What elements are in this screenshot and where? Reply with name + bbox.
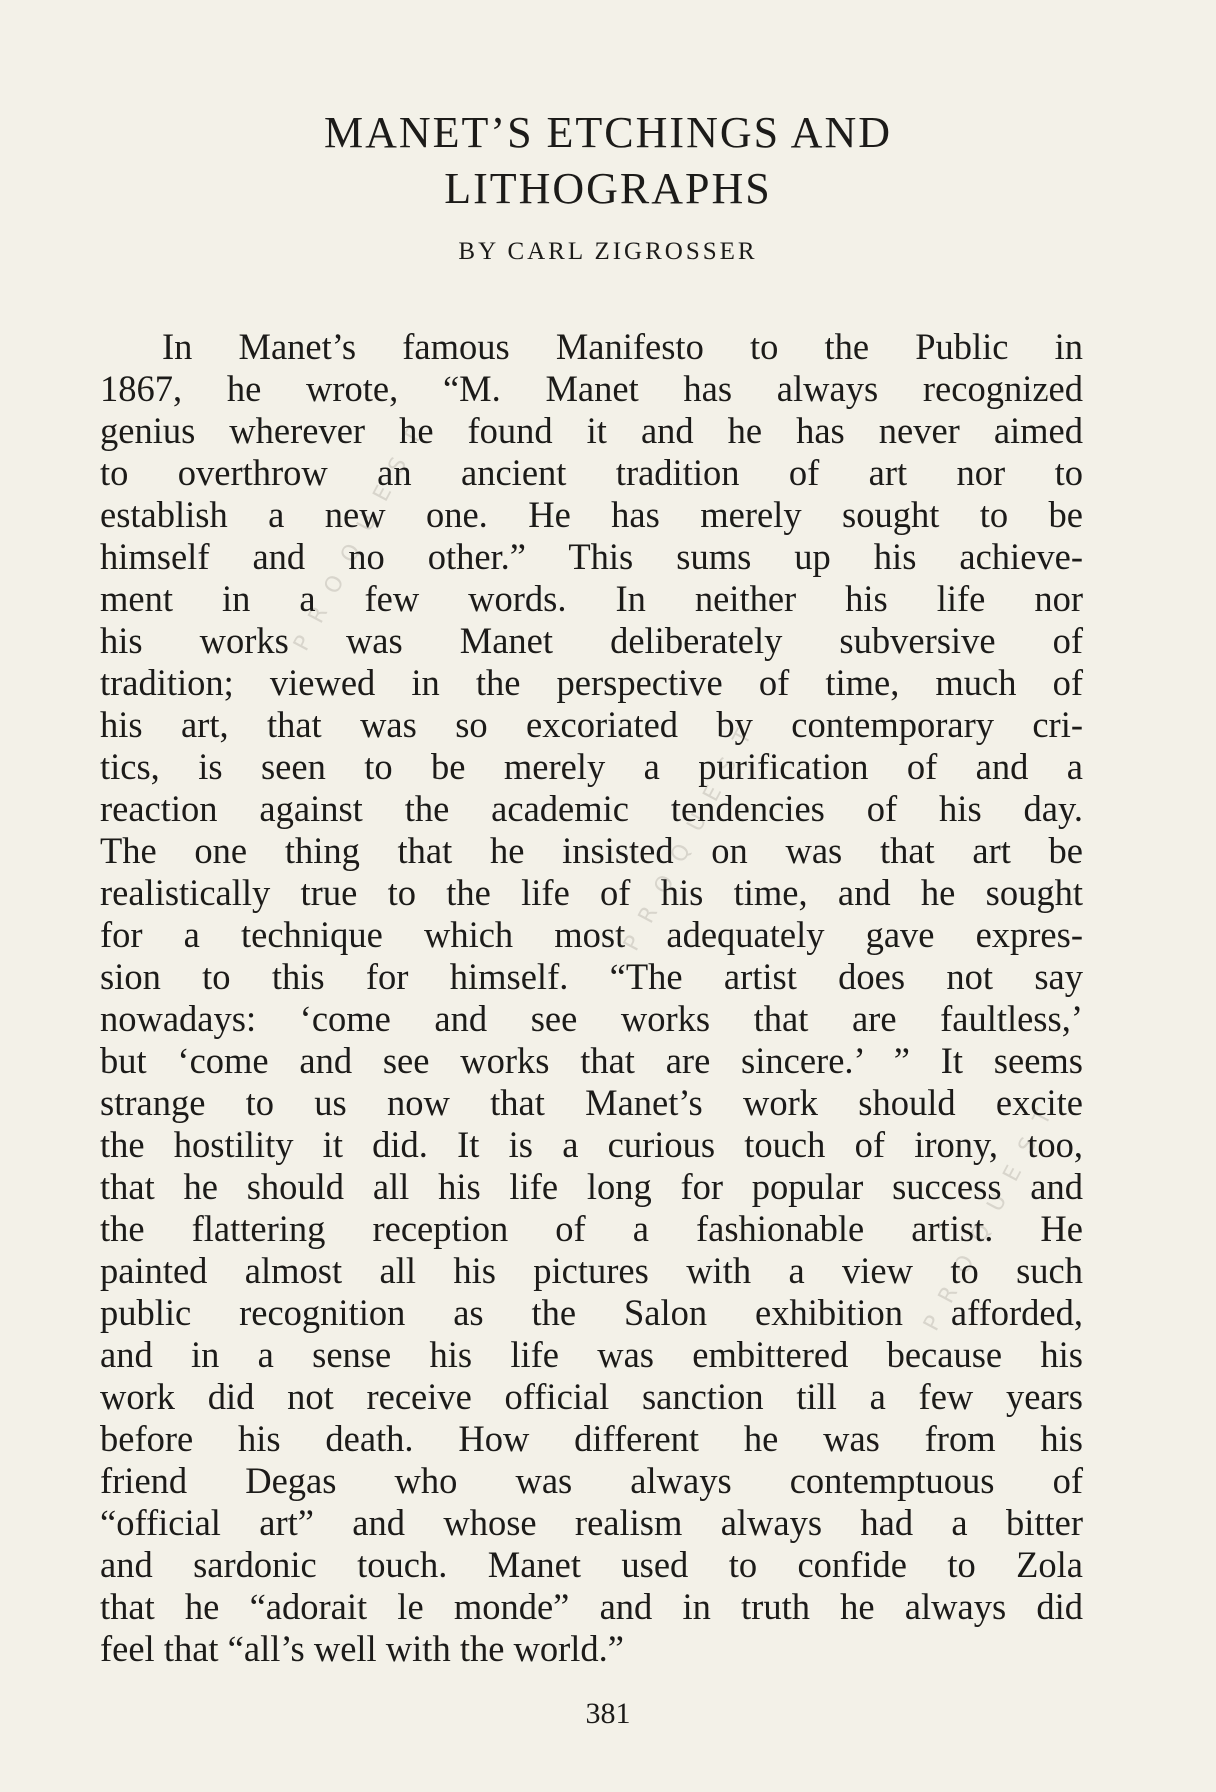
body-line: his works was Manet deliberately subversive of — [100, 620, 1083, 661]
body-line: to overthrow an ancient tradition of art nor to — [100, 452, 1083, 493]
page-number: 381 — [585, 1697, 631, 1730]
body-line: feel that “all’s well with the world.” — [100, 1628, 625, 1669]
body-line: the hostility it did. It is a curious touch of irony, too, — [100, 1124, 1083, 1165]
body-line: for a technique which most adequately gave expres- — [100, 914, 1083, 955]
body-line: genius wherever he found it and he has never aimed — [100, 410, 1083, 451]
body-line: In Manet’s famous Manifesto to the Public in — [162, 326, 1083, 367]
body-line: and in a sense his life was embittered because his — [100, 1334, 1083, 1375]
body-line: tradition; viewed in the perspective of time, much of — [100, 662, 1083, 703]
body-line: painted almost all his pictures with a view to such — [100, 1250, 1083, 1291]
body-line: reaction against the academic tendencies of his day. — [100, 788, 1083, 829]
article-title-line-2: LITHOGRAPHS — [444, 164, 772, 213]
body-line: the flattering reception of a fashionable artist. He — [100, 1208, 1083, 1249]
body-line: “official art” and whose realism always had a bitter — [100, 1502, 1083, 1543]
body-line: tics, is seen to be merely a purification of and a — [100, 746, 1083, 787]
body-line: his art, that was so excoriated by contemporary cri- — [100, 704, 1083, 745]
body-line: 1867, he wrote, “M. Manet has always recognized — [100, 368, 1083, 409]
body-line: public recognition as the Salon exhibition afforded, — [100, 1292, 1083, 1333]
body-line: and sardonic touch. Manet used to confide to Zola — [100, 1544, 1083, 1585]
byline: BY CARL ZIGROSSER — [458, 238, 758, 265]
body-line: that he should all his life long for popular success and — [100, 1166, 1083, 1207]
watermark-text: PROQUEST — [619, 709, 766, 956]
body-line: The one thing that he insisted on was that art be — [100, 830, 1083, 871]
article-title-line-1: MANET’S ETCHINGS AND — [324, 108, 892, 157]
body-line: strange to us now that Manet’s work should excite — [100, 1082, 1083, 1123]
watermark-text: PROQUEST — [919, 1089, 1066, 1336]
body-line: but ‘come and see works that are sincere.’ ” It seems — [100, 1040, 1083, 1081]
watermark-text: PROQUEST — [289, 409, 436, 656]
body-line: work did not receive official sanction till a few years — [100, 1376, 1083, 1417]
body-line: friend Degas who was always contemptuous of — [100, 1460, 1083, 1501]
body-line: that he “adorait le monde” and in truth he always did — [100, 1586, 1083, 1627]
body-line: sion to this for himself. “The artist does not say — [100, 956, 1083, 997]
body-line: before his death. How different he was from his — [100, 1418, 1083, 1459]
body-line: nowadays: ‘come and see works that are faultless,’ — [100, 998, 1083, 1039]
body-line: ment in a few words. In neither his life nor — [100, 578, 1083, 619]
body-line: himself and no other.” This sums up his achieve- — [100, 536, 1083, 577]
body-line: realistically true to the life of his time, and he sought — [100, 872, 1083, 913]
body-line: establish a new one. He has merely sought to be — [100, 494, 1083, 535]
